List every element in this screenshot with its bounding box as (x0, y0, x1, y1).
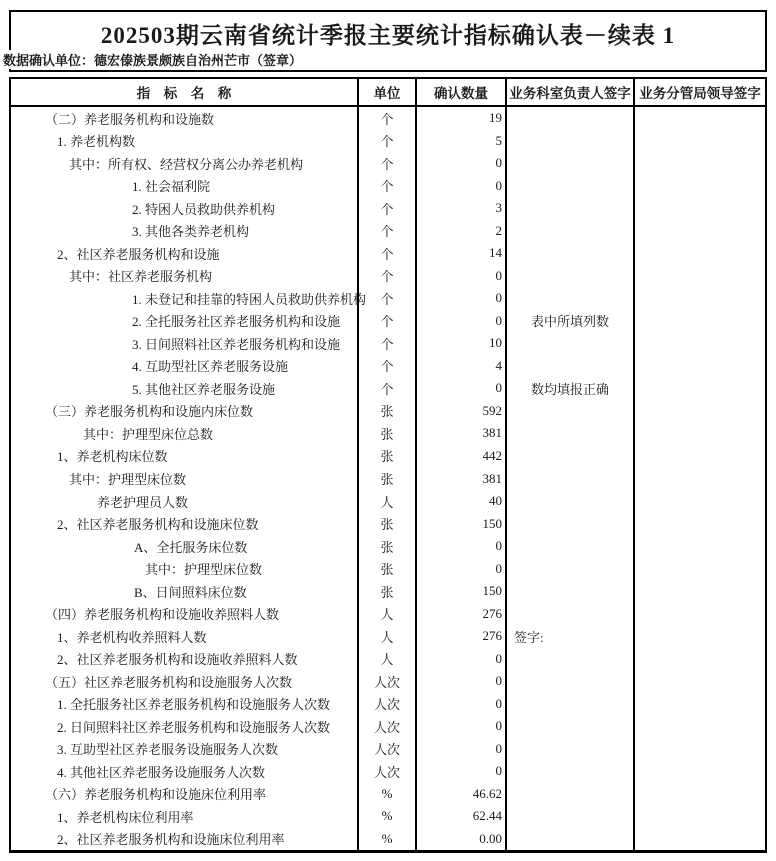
unit-value: 人次 (373, 674, 400, 690)
signature-note: 签字: (514, 629, 544, 645)
confirmed-qty-column (415, 107, 505, 850)
unit-value: 个 (380, 314, 394, 330)
unit-value: 张 (380, 426, 394, 442)
signature-note: 表中所填列数 (530, 314, 609, 330)
indicator-label: 其中：所有权、经营权分离公办养老机构 (69, 156, 304, 172)
indicator-label: （三）养老服务机构和设施内床位数 (45, 404, 254, 420)
indicator-label: B、日间照料床位数 (134, 584, 247, 600)
confirmed-qty-value: 276 (482, 605, 502, 621)
unit-value: 张 (380, 584, 394, 600)
indicator-label: （二）养老服务机构和设施数 (45, 111, 215, 127)
indicator-name-column (11, 107, 367, 850)
unit-column (357, 107, 415, 850)
confirmed-qty-value: 0 (495, 312, 502, 328)
indicator-label: 1、养老机构收养照料人数 (57, 629, 207, 645)
unit-value: 个 (380, 269, 394, 285)
title-box (3, 10, 767, 72)
unit-value: 人次 (373, 719, 400, 735)
unit-value: 个 (380, 224, 394, 240)
indicator-label: 4. 互助型社区养老服务设施 (132, 359, 289, 375)
indicator-label: 2、社区养老服务机构和设施 (57, 246, 220, 262)
confirmed-qty-value: 19 (489, 110, 502, 126)
header-unit: 单位 (357, 79, 415, 105)
indicator-label: （五）社区养老服务机构和设施服务人次数 (45, 674, 293, 690)
confirmed-qty-value: 0 (495, 380, 502, 396)
unit-value: % (381, 785, 393, 801)
unit-value: 人 (380, 607, 394, 623)
confirmed-qty-value: 442 (482, 447, 502, 463)
confirmed-qty-value: 14 (489, 245, 502, 261)
table-header-row (11, 79, 765, 107)
confirmed-qty-value: 592 (482, 402, 502, 418)
confirmed-qty-value: 10 (489, 335, 502, 351)
unit-value: 个 (380, 134, 394, 150)
indicator-label: 2、社区养老服务机构和设施收养照料人数 (57, 652, 298, 668)
confirmed-qty-value: 46.62 (472, 785, 502, 801)
indicator-label: 其中：护理型床位总数 (83, 426, 214, 442)
confirmed-qty-value: 150 (482, 515, 502, 531)
confirmed-qty-value: 5 (495, 132, 502, 148)
page-title: 202503期云南省统计季报主要统计指标确认表－续表 1 (100, 23, 676, 48)
confirmed-qty-value: 381 (482, 425, 502, 441)
indicator-label: 2、社区养老服务机构和设施床位数 (57, 517, 259, 533)
indicator-label: 其中：护理型床位数 (69, 472, 187, 487)
confirmed-qty-value: 0 (495, 560, 502, 576)
unit-value: 人次 (373, 742, 400, 758)
indicator-label: A、全托服务床位数 (134, 539, 248, 555)
signature-note: 数均填报正确 (530, 381, 609, 397)
table-body (11, 107, 765, 850)
confirmed-qty-value: 0 (495, 290, 502, 306)
indicator-label: 2、社区养老服务机构和设施床位利用率 (57, 832, 285, 848)
dept-head-signature-cell (505, 107, 633, 850)
confirmed-qty-value: 0 (495, 673, 502, 689)
unit-value: 人次 (373, 764, 400, 780)
confirmed-qty-value: 0 (495, 740, 502, 756)
indicator-label: 3. 互助型社区养老服务设施服务人次数 (57, 742, 279, 758)
unit-value: 个 (380, 291, 394, 307)
unit-value: % (381, 808, 393, 824)
confirmed-qty-value: 276 (482, 628, 502, 644)
confirm-unit-line: 数据确认单位：德宏傣族景颇族自治州芒市（签章） (3, 50, 305, 69)
confirmed-qty-value: 381 (482, 470, 502, 486)
unit-value: 个 (380, 111, 394, 127)
indicator-label: 1. 社会福利院 (132, 179, 211, 195)
indicator-label: 2. 日间照料社区养老服务机构和设施服务人次数 (57, 719, 331, 735)
unit-value: 人次 (373, 697, 400, 713)
confirmed-qty-value: 3 (495, 200, 502, 216)
confirmed-qty-value: 0 (495, 650, 502, 666)
indicator-label: 3. 日间照料社区养老服务机构和设施 (132, 336, 341, 352)
confirmed-qty-value: 2 (495, 222, 502, 238)
unit-value: 张 (380, 404, 394, 420)
indicator-label: 4. 其他社区养老服务设施服务人次数 (57, 764, 266, 780)
confirmed-qty-value: 0 (495, 267, 502, 283)
unit-value: 个 (380, 381, 394, 397)
indicator-label: 3. 其他各类养老机构 (132, 224, 250, 240)
confirmed-qty-value: 0 (495, 763, 502, 779)
confirmed-qty-value: 0 (495, 695, 502, 711)
confirmed-qty-value: 150 (482, 583, 502, 599)
confirmed-qty-value: 40 (489, 493, 502, 509)
confirmed-qty-value: 4 (495, 357, 502, 373)
indicator-label: 5. 其他社区养老服务设施 (132, 381, 276, 397)
indicator-label: 养老护理员人数 (97, 494, 189, 510)
indicator-label: 1. 全托服务社区养老服务机构和设施服务人次数 (57, 697, 331, 713)
indicator-label: 2. 特困人员救助供养机构 (132, 201, 276, 217)
confirmed-qty-value: 62.44 (472, 808, 502, 824)
unit-value: 张 (380, 562, 394, 578)
unit-value: 人 (380, 494, 394, 510)
indicator-label: （六）养老服务机构和设施床位利用率 (45, 787, 267, 803)
header-indicator-name: 指 标 名 称 (136, 86, 232, 101)
indicator-label: 1. 未登记和挂靠的特困人员救助供养机构 (132, 291, 367, 307)
unit-value: 张 (380, 472, 394, 487)
unit-value: 个 (380, 336, 394, 352)
unit-value: 人 (380, 652, 394, 668)
unit-value: 个 (380, 246, 394, 262)
indicator-table (9, 77, 767, 853)
unit-value: 张 (380, 517, 394, 533)
indicator-label: 1、养老机构床位利用率 (57, 809, 194, 825)
unit-value: 个 (380, 359, 394, 375)
indicator-label: 2. 全托服务社区养老服务机构和设施 (132, 314, 341, 330)
indicator-label: （四）养老服务机构和设施收养照料人数 (45, 607, 280, 623)
indicator-label: 1、养老机构床位数 (57, 449, 168, 465)
confirmed-qty-value: 0 (495, 538, 502, 554)
confirmed-qty-value: 0.00 (479, 830, 502, 846)
indicator-label: 1. 养老机构数 (57, 134, 136, 150)
confirmed-qty-value: 0 (495, 177, 502, 193)
unit-value: 张 (380, 539, 394, 555)
unit-value: 张 (380, 449, 394, 465)
unit-value: % (381, 830, 393, 846)
unit-value: 人 (380, 629, 394, 645)
header-bureau-leader-signature: 业务分管局领导签字 (633, 79, 765, 105)
confirmed-qty-value: 0 (495, 155, 502, 171)
header-dept-head-signature: 业务科室负责人签字 (505, 79, 633, 105)
header-confirmed-qty: 确认数量 (415, 79, 505, 105)
confirmed-qty-value: 0 (495, 718, 502, 734)
bureau-leader-signature-cell (633, 107, 765, 850)
unit-value: 个 (380, 179, 394, 195)
unit-value: 个 (380, 201, 394, 217)
indicator-label: 其中：社区养老服务机构 (69, 269, 213, 285)
indicator-label: 其中：护理型床位数 (145, 562, 263, 578)
unit-value: 个 (380, 156, 394, 172)
